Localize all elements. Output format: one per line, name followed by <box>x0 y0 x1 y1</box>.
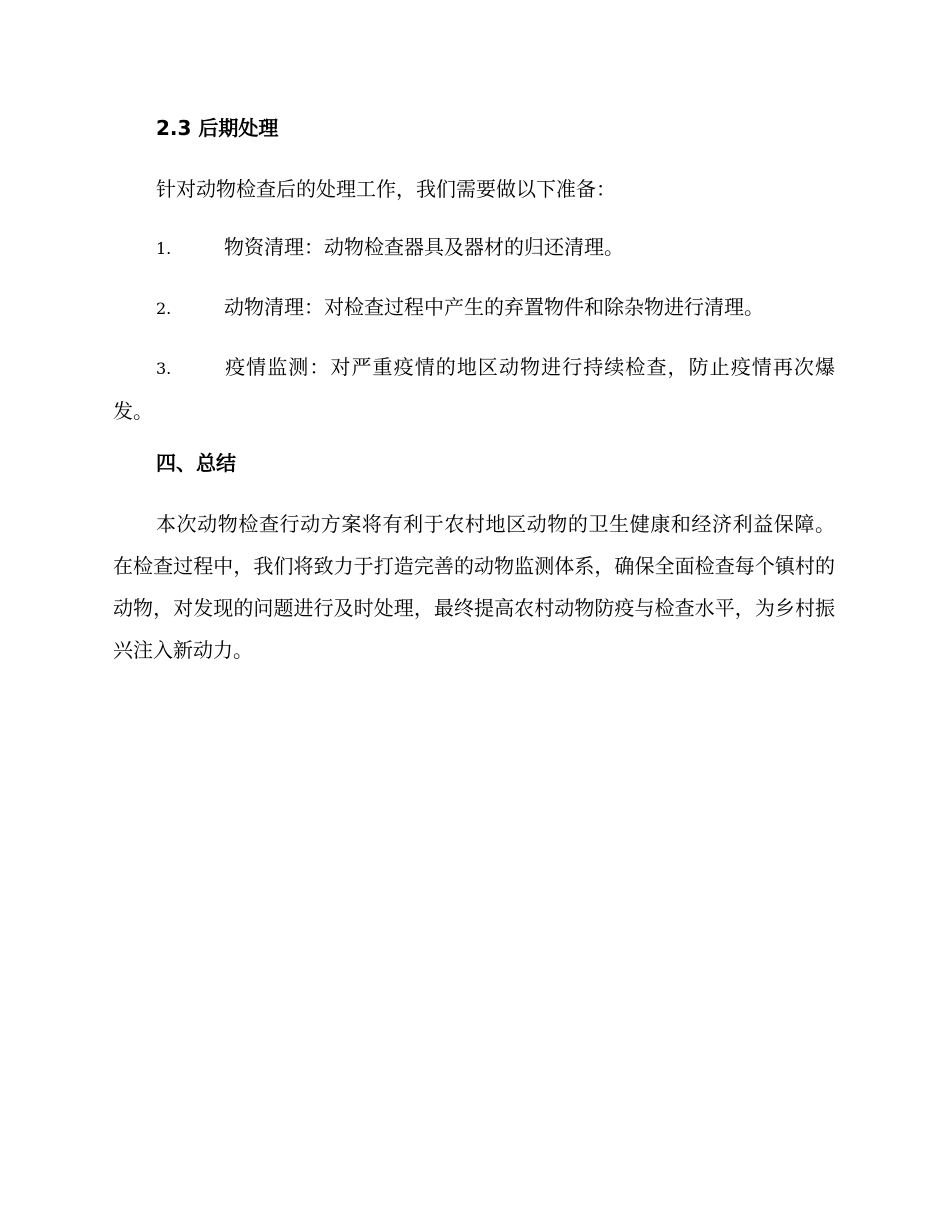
section-intro-paragraph: 针对动物检查后的处理工作，我们需要做以下准备： <box>156 177 616 201</box>
list-text-1: 物资清理：动物检查器具及器材的归还清理。 <box>224 235 624 259</box>
list-number-1: 1. <box>156 239 172 258</box>
list-number-2: 2. <box>156 299 172 318</box>
list-text-2: 动物清理：对检查过程中产生的弃置物件和除杂物进行清理。 <box>224 295 764 319</box>
list-number-3: 3. <box>156 359 172 378</box>
list-text-3: 疫情监测：对严重疫情的地区动物进行持续检查，防止疫情再次爆发。 <box>113 355 835 423</box>
section-heading-2-3: 2.3 后期处理 <box>156 116 279 140</box>
section-heading-summary: 四、总结 <box>156 451 236 475</box>
document-body <box>113 112 835 671</box>
summary-paragraph: 本次动物检查行动方案将有利于农村地区动物的卫生健康和经济利益保障。在检查过程中，我们将致力于打造完善的动物监测体系，确保全面检查每个镇村的动物，对发现的问题进行及时处理，最终提高农村动物防疫与检查水平，为乡村振兴注入新动力。 <box>113 512 835 662</box>
list-item-1 <box>113 226 835 270</box>
list-item-3 <box>113 346 835 432</box>
list-item-2 <box>113 286 835 330</box>
